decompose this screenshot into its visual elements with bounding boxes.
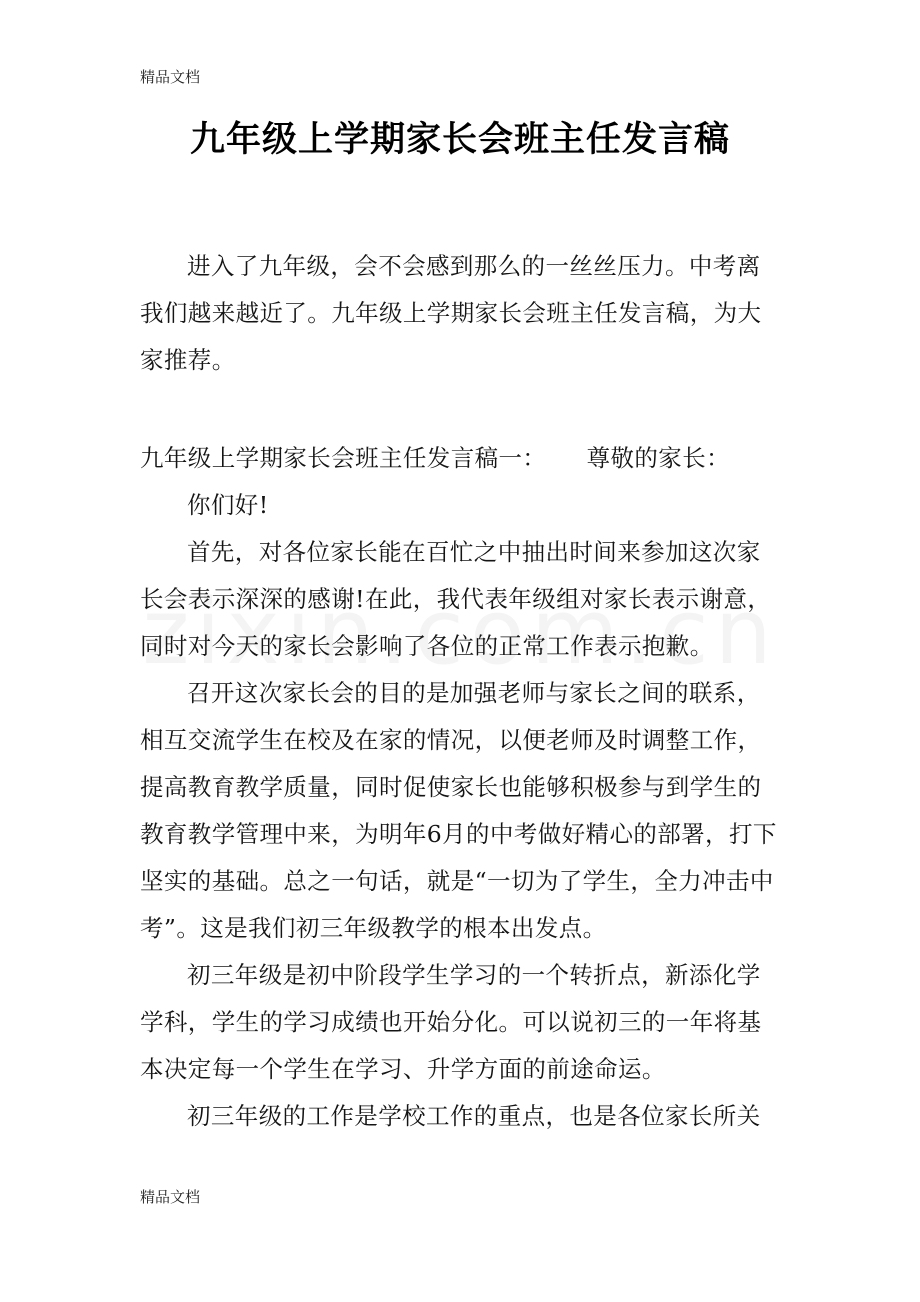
section-heading-line (140, 435, 730, 482)
intro-block (140, 243, 782, 384)
paragraph-focus: 初三年级的工作是学校工作的重点，也是各位家长所关 (187, 1102, 761, 1130)
footer-label: 精品文档 (140, 1188, 201, 1206)
paragraph-greeting: 你们好! (187, 491, 269, 519)
salutation: 尊敬的家长： (586, 444, 730, 472)
paragraph-purpose: 召开这次家长会的目的是加强老师与家长之间的联系，相互交流学生在校及在家的情况，以便老师及时调整工作，提高教育教学质量，同时促使家长也能够积极参与到学生的教育教学管理中来，为明年6月的中考做好精心的部署，打下坚实的基础。总之一句话，就是“一切为了学生，全力冲击中考”。这是我们初三年级教学的根本出发点。 (140, 679, 777, 942)
header-label: 精品文档 (140, 68, 201, 86)
intro-paragraph: 进入了九年级，会不会感到那么的一丝丝压力。中考离我们越来越近了。九年级上学期家长会班主任发言稿，为大家推荐。 (140, 252, 762, 374)
speech-block (140, 435, 782, 1140)
paragraph-turning-point: 初三年级是初中阶段学生学习的一个转折点，新添化学学科，学生的学习成绩也开始分化。可以说初三的一年将基本决定每一个学生在学习、升学方面的前途命运。 (140, 961, 762, 1083)
section-heading: 九年级上学期家长会班主任发言稿一： (140, 444, 547, 472)
document-title: 九年级上学期家长会班主任发言稿 (189, 119, 730, 160)
paragraph-thanks: 首先，对各位家长能在百忙之中抽出时间来参加这次家长会表示深深的感谢!在此，我代表年级组对家长表示谢意，同时对今天的家长会影响了各位的正常工作表示抱歉。 (140, 538, 772, 660)
